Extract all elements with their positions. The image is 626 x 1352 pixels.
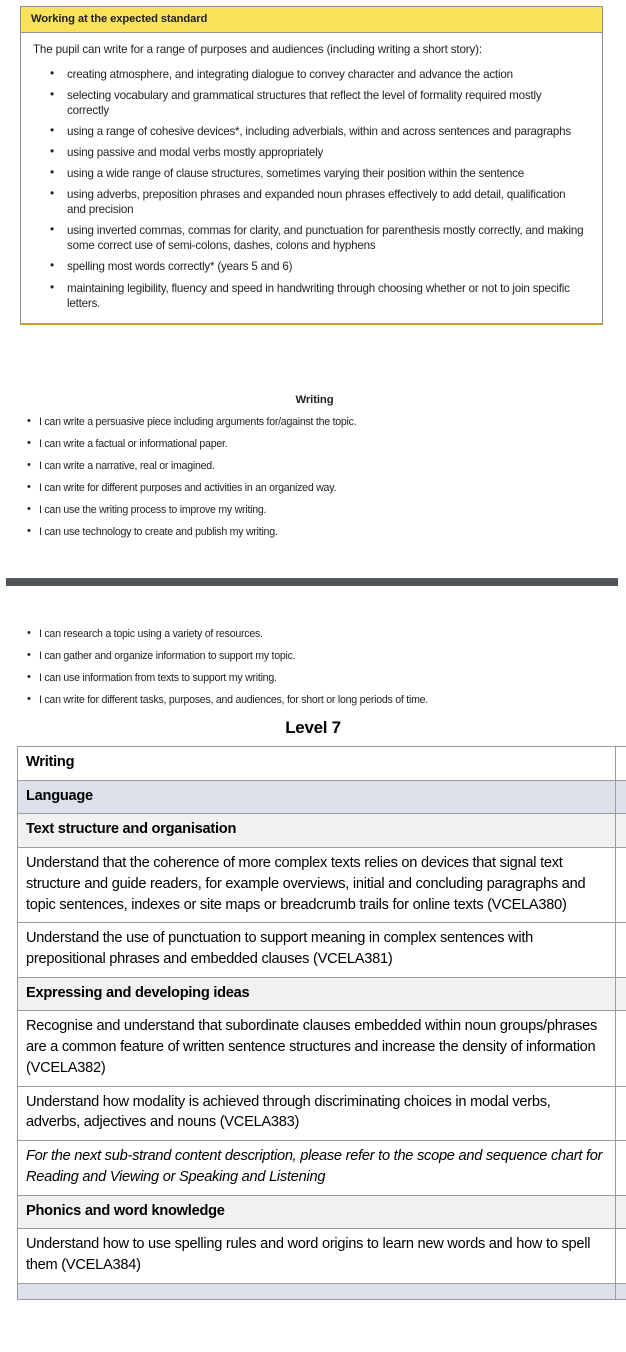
- level-7-table-container: [17, 746, 626, 1300]
- substrand-label: Expressing and developing ideas: [18, 977, 616, 1011]
- list-item: • I can gather and organize information to support my topic.: [27, 650, 602, 663]
- list-item: • creating atmosphere, and integrating dialogue to convey character and advance the action: [67, 67, 584, 82]
- content-description: Understand how modality is achieved through discriminating choices in modal verbs, adverbs, adjectives and nouns (VCELA383): [18, 1086, 616, 1140]
- substrand-label: Text structure and organisation: [18, 814, 616, 848]
- list-item: • I can write for different purposes and activities in an organized way.: [27, 482, 602, 495]
- list-item: • using passive and modal verbs mostly appropriately: [67, 145, 584, 160]
- table-row: [18, 1086, 626, 1140]
- level-7-table: [17, 746, 626, 1300]
- side-column-cell: [616, 1141, 626, 1195]
- side-column-cell: [616, 977, 626, 1011]
- table-row: [18, 1229, 626, 1283]
- content-description: Understand how to use spelling rules and word origins to learn new words and how to spell them (VCELA384): [18, 1229, 616, 1283]
- section-divider-bar: [6, 578, 618, 586]
- list-item: • I can write a factual or informational paper.: [27, 438, 602, 451]
- expected-standard-body: [21, 33, 602, 323]
- expected-standard-panel: [20, 6, 603, 325]
- list-item: • I can write a narrative, real or imagined.: [27, 460, 602, 473]
- table-row: [18, 977, 626, 1011]
- mode-label: Language: [18, 780, 616, 814]
- content-description: Recognise and understand that subordinate clauses embedded within noun groups/phrases are a common feature of written sentence structures and increase the density of information (VCELA382): [18, 1011, 616, 1086]
- table-row: [18, 1141, 626, 1195]
- table-row: [18, 1011, 626, 1086]
- list-item: • I can write a persuasive piece including arguments for/against the topic.: [27, 416, 602, 429]
- list-item: • I can research a topic using a variety of resources.: [27, 628, 602, 641]
- expected-standard-intro: The pupil can write for a range of purposes and audiences (including writing a short story):: [33, 43, 482, 56]
- list-item: • using a wide range of clause structures, sometimes varying their position within the sentence: [67, 166, 584, 181]
- side-column-cell: [616, 747, 626, 781]
- content-description: Understand the use of punctuation to support meaning in complex sentences with prepositional phrases and embedded clauses (VCELA381): [18, 923, 616, 977]
- list-item: • using inverted commas, commas for clarity, and punctuation for parenthesis mostly correctly, and making some correct use of semi-colons, dashes, colons and hyphens: [67, 223, 584, 253]
- side-column-cell: [616, 848, 626, 923]
- substrand-label: Phonics and word knowledge: [18, 1195, 616, 1229]
- cross-reference-note: For the next sub-strand content description, please refer to the scope and sequence chart for Reading and Viewing or Speaking and Listening: [18, 1141, 616, 1195]
- table-row: [18, 923, 626, 977]
- side-column-cell: [616, 923, 626, 977]
- list-item: • spelling most words correctly* (years 5 and 6): [67, 259, 584, 274]
- research-ican-list: [27, 628, 602, 707]
- list-item: • I can use technology to create and publish my writing.: [27, 526, 602, 539]
- list-item: • using adverbs, preposition phrases and expanded noun phrases effectively to add detail, qualification and precision: [67, 187, 584, 217]
- list-item: • I can write for different tasks, purposes, and audiences, for short or long periods of time.: [27, 694, 602, 707]
- level-heading: Level 7: [285, 718, 341, 737]
- strand-label: Writing: [18, 747, 616, 781]
- table-row-partial: [18, 1283, 626, 1299]
- side-column-cell: [616, 1195, 626, 1229]
- side-column-cell: [616, 1086, 626, 1140]
- writing-ican-title: Writing: [295, 394, 334, 406]
- table-row: [18, 848, 626, 923]
- side-column-cell: [616, 1229, 626, 1283]
- side-column-cell: [616, 1283, 626, 1299]
- research-ican-section: [27, 628, 602, 716]
- table-row: [18, 814, 626, 848]
- side-column-cell: [616, 1011, 626, 1086]
- list-item: • selecting vocabulary and grammatical structures that reflect the level of formality required mostly correctly: [67, 88, 584, 118]
- side-column-cell: [616, 814, 626, 848]
- table-row: [18, 1195, 626, 1229]
- list-item: • using a range of cohesive devices*, including adverbials, within and across sentences and paragraphs: [67, 124, 584, 139]
- list-item: • I can use information from texts to support my writing.: [27, 672, 602, 685]
- table-row-strand: [18, 747, 626, 781]
- list-item: • maintaining legibility, fluency and speed in handwriting through choosing whether or not to join specific letters.: [67, 281, 584, 311]
- side-column-cell: [616, 780, 626, 814]
- expected-standard-header: Working at the expected standard: [21, 7, 602, 33]
- list-item: • I can use the writing process to improve my writing.: [27, 504, 602, 517]
- partial-row-cell: [18, 1283, 616, 1299]
- writing-ican-list: [27, 416, 602, 539]
- writing-ican-section: [27, 394, 602, 548]
- table-row-mode: [18, 780, 626, 814]
- expected-standard-bullet-list: [33, 67, 590, 311]
- content-description: Understand that the coherence of more complex texts relies on devices that signal text structure and guide readers, for example overviews, initial and concluding paragraphs and topic sentences, indexes or site maps or breadcrumb trails for online texts (VCELA380): [18, 848, 616, 923]
